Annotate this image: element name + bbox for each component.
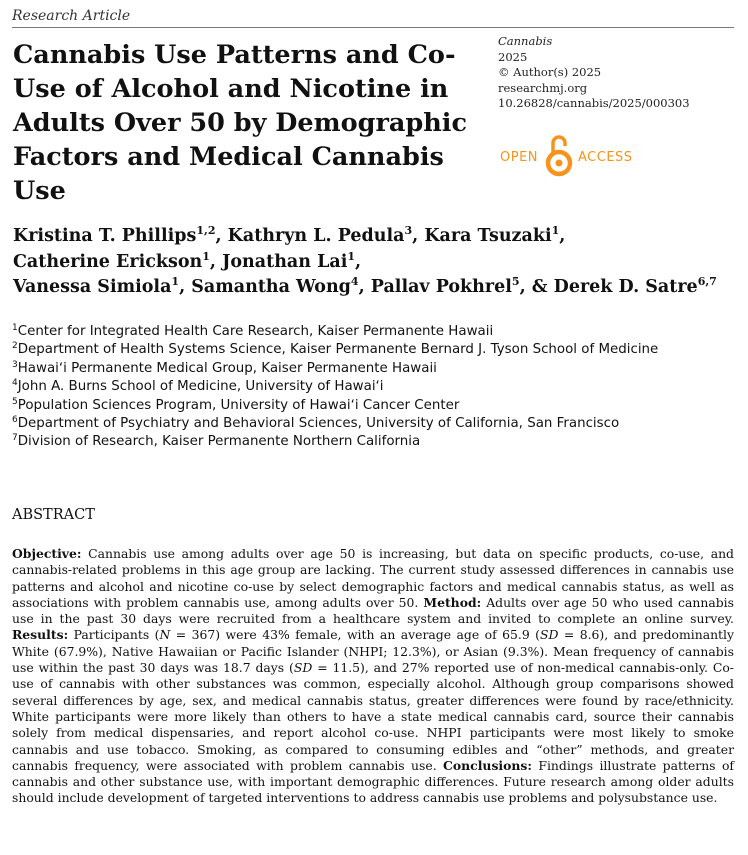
results-label: Results: xyxy=(12,627,69,643)
article-type-label: Research Article xyxy=(12,7,734,28)
results-text: = 8.6), and predominantly White (67.9%), Native Hawaiian or Pacific Islander (NHPI; 12.3%), or Asian (9.3%). Mean frequency of cannabis use within the past 30 days was 18.7 days ( xyxy=(12,627,734,676)
conclusions-label: Conclusions: xyxy=(443,757,532,773)
conclusions-text: Findings illustrate patterns of cannabis and other substance use, with important demographic differences. Future research among older adults should include development of targeted interventions to address cannabis use problems and polysubstance use. xyxy=(12,757,734,806)
author: Catherine Erickson$^1$, xyxy=(13,249,223,272)
results-sd-symbol: SD xyxy=(293,660,313,676)
doi-link[interactable]: 10.26828/cannabis/2025/000303 xyxy=(498,96,690,110)
results-text: Participants ( xyxy=(68,627,160,643)
open-access-badge xyxy=(500,135,633,179)
affiliation: $^2$Department of Health Systems Science, Kaiser Permanente Bernard J. Tyson School of Medicine xyxy=(12,341,659,358)
author: Samantha Wong$^4$, xyxy=(191,275,371,297)
open-access-left-text: OPEN xyxy=(500,149,539,165)
abstract-heading: ABSTRACT xyxy=(12,507,95,523)
affiliation: $^3$Hawaiʻi Permanente Medical Group, Kaiser Permanente Hawaii xyxy=(12,359,437,376)
results-n-symbol: N xyxy=(159,627,171,643)
objective-label: Objective: xyxy=(12,546,82,561)
open-lock-icon xyxy=(544,133,574,181)
author: Vanessa Simiola$^1$, xyxy=(13,275,192,297)
affiliation: $^6$Department of Psychiatry and Behavioral Sciences, University of California, San Francisco xyxy=(12,415,620,432)
affiliation: $^1$Center for Integrated Health Care Research, Kaiser Permanente Hawaii xyxy=(12,323,494,339)
affiliation: $^7$Division of Research, Kaiser Permanente Northern California xyxy=(12,433,421,450)
publication-year: 2025 xyxy=(498,49,528,64)
author: Kathryn L. Pedula$^3$, xyxy=(227,224,425,246)
results-text: = 367) were 43% female, with an average age of 65.9 ( xyxy=(170,627,540,643)
author: Jonathan Lai$^1$, xyxy=(222,249,362,272)
affiliation-list xyxy=(12,323,734,452)
copyright-notice: © Author(s) 2025 xyxy=(498,65,602,79)
author: Kristina T. Phillips$^{1,2}$, xyxy=(13,224,228,246)
author: Kara Tsuzaki$^1$, xyxy=(424,224,566,246)
journal-site-link[interactable]: researchmj.org xyxy=(498,80,588,95)
affiliation: $^4$John A. Burns School of Medicine, University of Hawaiʻi xyxy=(12,378,384,395)
method-label: Method: xyxy=(423,594,482,610)
method-text: Adults over age 50 who used cannabis use in the past 30 days were recruited from a healthcare system and invited to complete an online survey. xyxy=(12,594,734,627)
objective-text: Cannabis use among adults over age 50 is increasing, but data on specific products, co-use, and cannabis-related problems in this age group are lacking. The current study assessed differences in cannabis use patterns and alcohol and nicotine co-use by select demographic factors and medical cannabis status, as well as associations with problem cannabis use, among adults over 50. xyxy=(12,546,734,610)
author: Pallav Pokhrel$^5$, & xyxy=(370,275,554,297)
journal-name: Cannabis xyxy=(498,34,553,48)
article-title: Cannabis Use Patterns and Co-Use of Alcohol and Nicotine in Adults Over 50 by Demographic Factors and Medical Cannabis Use xyxy=(13,40,468,206)
affiliation: $^5$Population Sciences Program, University of Hawaiʻi Cancer Center xyxy=(12,396,460,413)
abstract-body xyxy=(12,546,734,807)
article-meta xyxy=(498,34,738,112)
results-sd-symbol: SD xyxy=(540,627,559,643)
author-list xyxy=(13,224,735,301)
author: Derek D. Satre$^{6,7}$ xyxy=(553,275,717,297)
open-access-right-text: ACCESS xyxy=(578,149,633,165)
results-text: = 11.5), and 27% reported use of non-medical cannabis-only. Co-use of cannabis with other substances was common, especially alcohol. Although group comparisons showed several differences by age, sex, and medical cannabis status, greater differences were found by race/ethnicity. White participants were more likely than others to have a state medical cannabis card, source their cannabis solely from medical dispensaries, and report alcohol co-use. NHPI participants were most likely to smoke cannabis and use tobacco. Smoking, as compared to consuming edibles and “other” methods, and greater cannabis frequency, were associated with problem cannabis use. xyxy=(12,660,734,773)
